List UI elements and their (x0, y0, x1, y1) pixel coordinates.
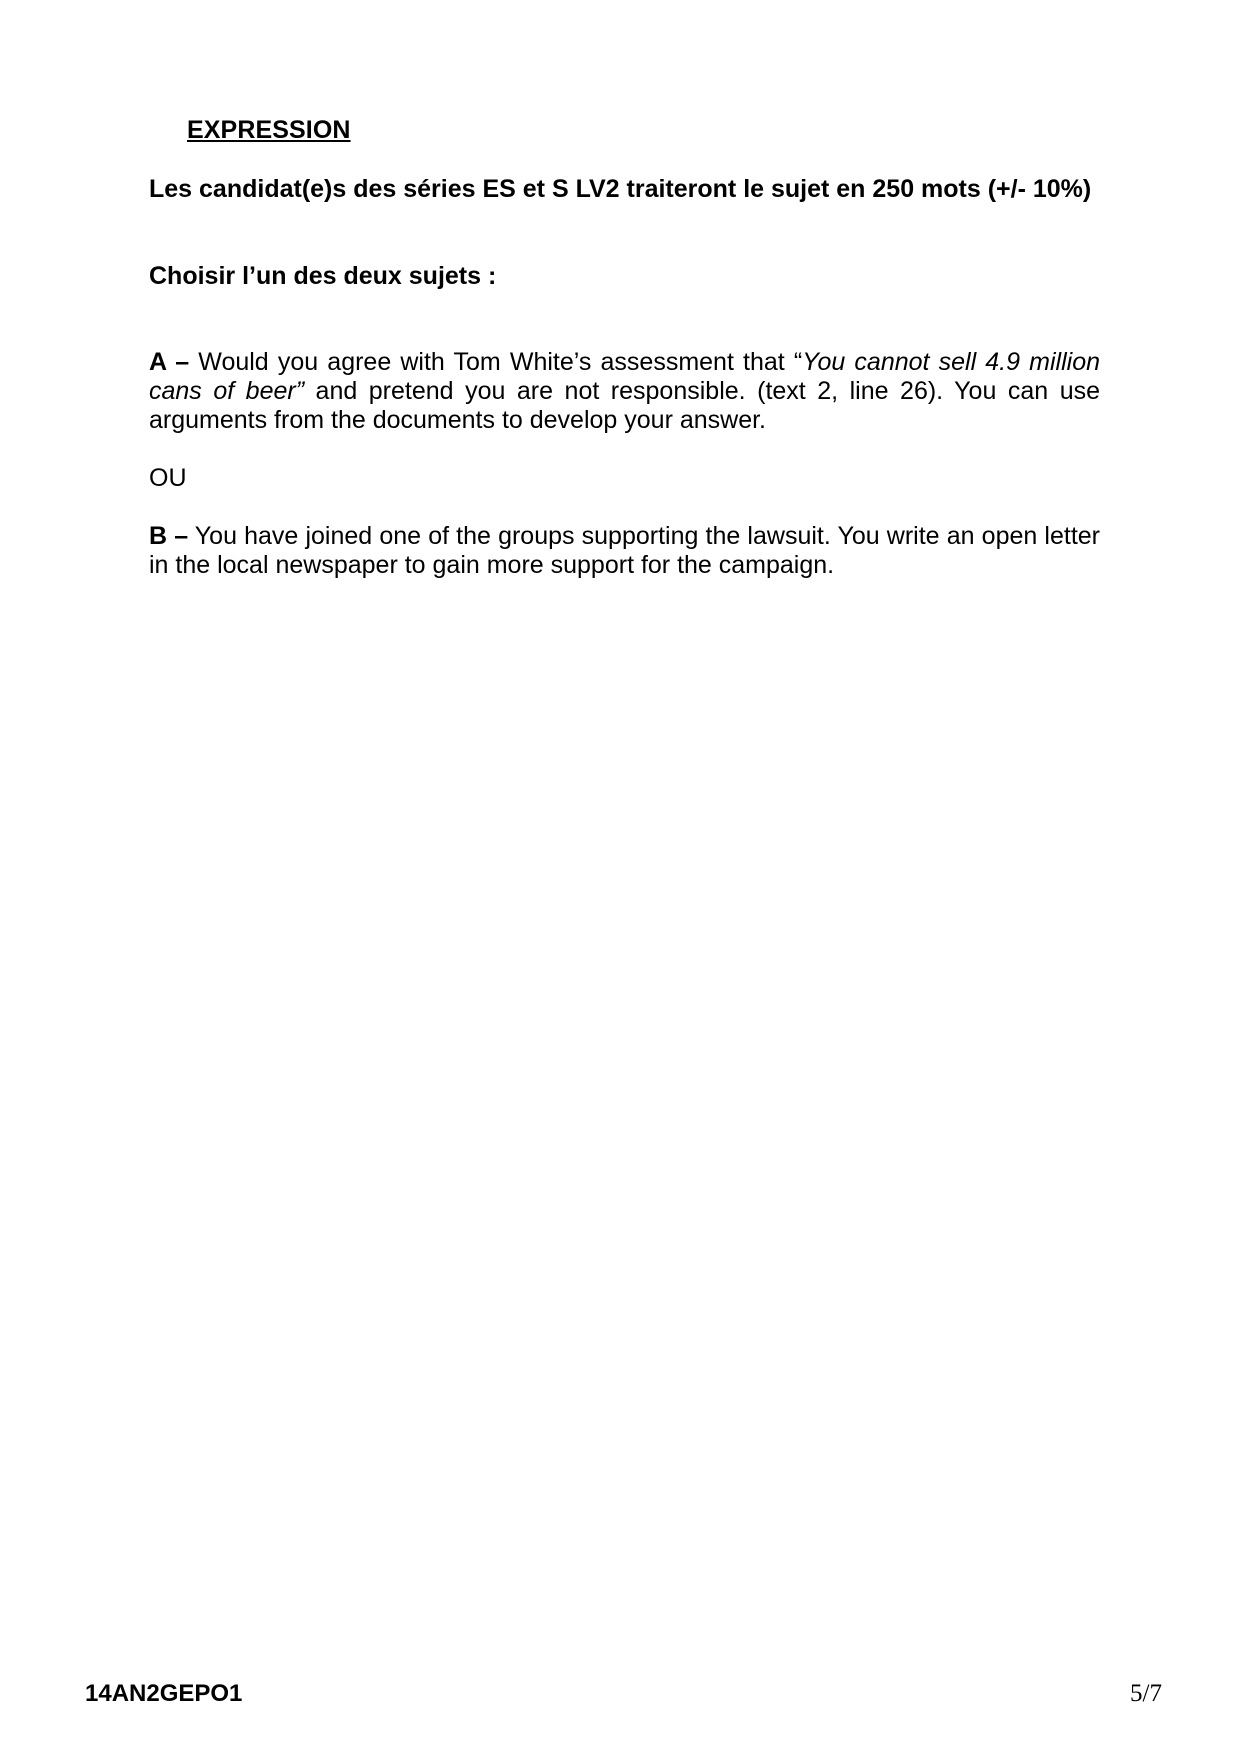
subject-b (149, 522, 1100, 580)
choose-prompt: Choisir l’un des deux sujets : (149, 262, 497, 290)
subject-a-quote: You cannot sell 4.9 million cans of beer” (149, 348, 1100, 405)
section-heading: EXPRESSION (187, 116, 351, 144)
subject-b-letter: B – (149, 522, 189, 550)
subject-b-text: You have joined one of the groups supporting the lawsuit. You write an open letter in the local newspaper to gain more support for the campaign. (149, 522, 1101, 579)
subject-a (149, 348, 1100, 435)
subject-separator: OU (149, 464, 187, 492)
page-number: 5/7 (1130, 1680, 1162, 1707)
instruction-text: Les candidat(e)s des séries ES et S LV2 traiteront le sujet en 250 mots (+/- 10%) (149, 175, 1092, 203)
subject-a-text-before-quote: Would you agree with Tom White’s assessment that “ (189, 348, 803, 376)
exam-code: 14AN2GEPO1 (85, 1680, 243, 1707)
subject-a-text-after-quote: and pretend you are not responsible. (text 2, line 26). You can use arguments from the documents to develop your answer. (149, 377, 1100, 434)
subject-a-letter: A – (149, 348, 190, 376)
